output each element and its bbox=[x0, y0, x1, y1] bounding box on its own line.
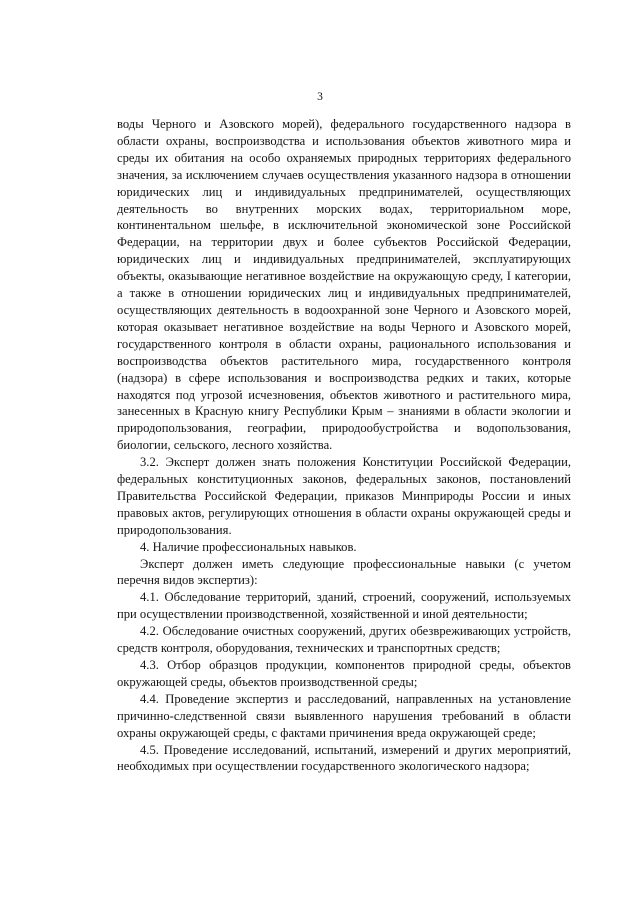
section-heading-4: 4. Наличие профессиональных навыков. bbox=[140, 539, 357, 554]
body-text bbox=[117, 116, 571, 775]
list-item-4-2: 4.2. Обследование очистных сооружений, других обезвреживающих устройств, средств контроля, оборудования, технических и транспортных средств; bbox=[117, 624, 571, 656]
paragraph-3-2: 3.2. Эксперт должен знать положения Конституции Российской Федерации, федеральных конституционных законов, федеральных законов, постановлений Правительства Российской Федерации, приказов Минприроды России и иных правовых актов, регулирующих отношения в области охраны окружающей среды и природопользования. bbox=[117, 455, 571, 537]
list-item-4-5: 4.5. Проведение исследований, испытаний, измерений и других мероприятий, необходимых при осуществлении государственного экологического надзора; bbox=[117, 742, 571, 774]
list-item-4-1: 4.1. Обследование территорий, зданий, строений, сооружений, используемых при осуществлении производственной, хозяйственной и иной деятельности; bbox=[117, 590, 571, 622]
paragraph-skills-intro: Эксперт должен иметь следующие профессиональные навыки (с учетом перечня видов экспертиз): bbox=[117, 556, 571, 588]
paragraph-continuation: воды Черного и Азовского морей), федерального государственного надзора в области охраны, воспроизводства и использования объектов животного мира и среды их обитания на особо охраняемых природных территориях федерального значения, за исключением случаев осуществления указанного надзора в отношении юридических лиц и индивидуальных предпринимателей, осуществляющих деятельность во внутренних морских водах, территориальном море, континентальном шельфе, в исключительной экономической зоне Российской Федерации, на территории двух и более субъектов Российской Федерации, юридических лиц и индивидуальных предпринимателей, эксплуатирующих объекты, оказывающие негативное воздействие на окружающую среду, I категории, а также в отношении юридических лиц и индивидуальных предпринимателей, осуществляющих деятельность в водоохранной зоне Черного и Азовского морей, которая оказывает негативное воздействие на воды Черного и Азовского морей, государственного контроля в области охраны, рационального использования и воспроизводства объектов растительного мира, государственного контроля (надзора) в сфере использования и воспроизводства редких и таких, которые находятся под угрозой исчезновения, объектов животного и растительного мира, занесенных в Красную книгу Республики Крым – знаниями в области экологии и природопользования, географии, природообустройства и водопользования, биологии, сельского, лесного хозяйства. bbox=[117, 117, 571, 453]
page-number: 3 bbox=[317, 91, 323, 103]
list-item-4-4: 4.4. Проведение экспертиз и расследований, направленных на установление причинно-следственной связи выявленного нарушения требований в области охраны окружающей среды, с фактами причинения вреда окружающей среде; bbox=[117, 691, 571, 740]
list-item-4-3: 4.3. Отбор образцов продукции, компонентов природной среды, объектов окружающей среды, объектов производственной среды; bbox=[117, 658, 571, 689]
